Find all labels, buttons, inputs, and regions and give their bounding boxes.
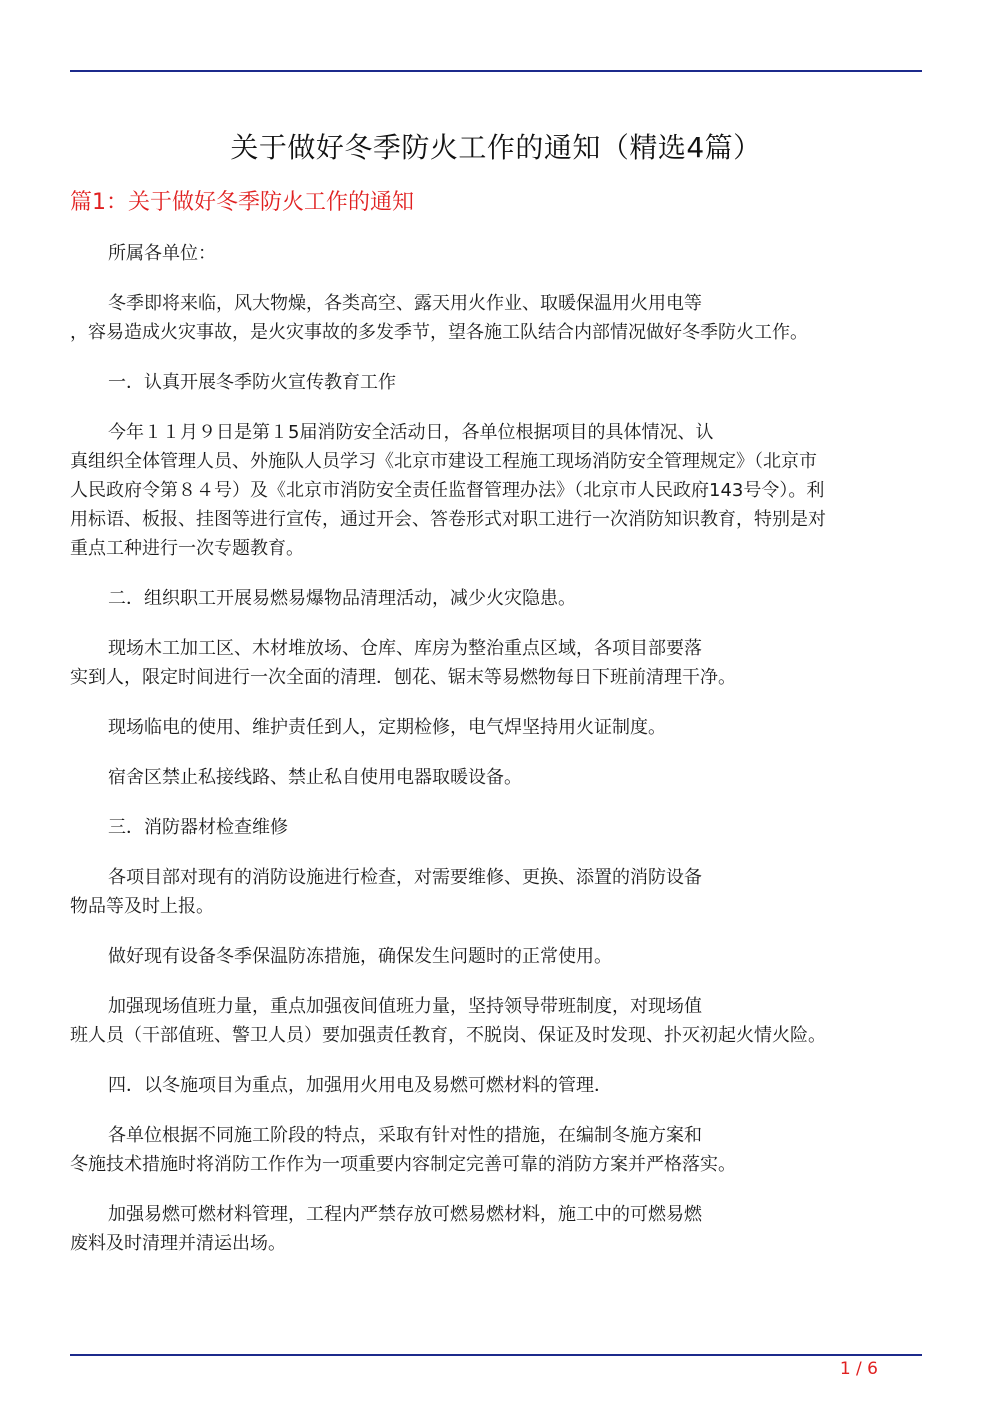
paragraph-salutation: 所属各单位： xyxy=(108,243,216,264)
paragraph-heading-2: 二．组织职工开展易燃易爆物品清理活动，减少火灾隐患。 xyxy=(108,588,576,609)
paragraph: 做好现有设备冬季保温防冻措施，确保发生问题时的正常使用。 xyxy=(108,946,612,967)
header-rule xyxy=(70,70,922,72)
paragraph: 现场临电的使用、维护责任到人，定期检修，电气焊坚持用火证制度。 xyxy=(108,717,666,738)
section-heading: 篇1：关于做好冬季防火工作的通知 xyxy=(70,190,414,215)
paragraph: 宿舍区禁止私接线路、禁止私自使用电器取暖设备。 xyxy=(108,767,522,788)
document-body xyxy=(70,239,922,1279)
paragraph-heading-4: 四．以冬施项目为重点，加强用火用电及易燃可燃材料的管理． xyxy=(108,1075,612,1096)
footer-rule xyxy=(70,1354,922,1356)
paragraph-heading-1: 一．认真开展冬季防火宣传教育工作 xyxy=(108,372,396,393)
paragraph: 各单位根据不同施工阶段的特点，采取有针对性的措施，在编制冬施方案和 冬施技术措施时将消防工作作为一项重要内容制定完善可靠的消防方案并严格落实。 xyxy=(70,1125,736,1175)
paragraph-intro: 冬季即将来临，风大物燥，各类高空、露天用火作业、取暖保温用火用电等 ，容易造成火灾事故，是火灾事故的多发季节，望各施工队结合内部情况做好冬季防火工作。 xyxy=(70,293,808,343)
page-indicator: 1 / 6 xyxy=(839,1359,878,1379)
paragraph: 加强现场值班力量，重点加强夜间值班力量，坚持领导带班制度，对现场值 班人员（干部值班、警卫人员）要加强责任教育，不脱岗、保证及时发现、扑灭初起火情火险。 xyxy=(70,996,826,1046)
document-title: 关于做好冬季防火工作的通知（精选4篇） xyxy=(230,131,762,164)
paragraph: 各项目部对现有的消防设施进行检查，对需要维修、更换、添置的消防设备 物品等及时上报。 xyxy=(70,867,702,917)
paragraph-heading-3: 三．消防器材检查维修 xyxy=(108,817,288,838)
paragraph: 加强易燃可燃材料管理，工程内严禁存放可燃易燃材料，施工中的可燃易燃 废料及时清理并清运出场。 xyxy=(70,1204,702,1254)
paragraph: 今年１１月９日是第１5届消防安全活动日，各单位根据项目的具体情况、认 真组织全体管理人员、外施队人员学习《北京市建设工程施工现场消防安全管理规定》（北京市 人民政府令第８４号）及《北京市消防安全责任监督管理办法》（北京市人民政府143号令）。利 用标语、板报、挂图等进行宣传，通过开会、答卷形式对职工进行一次消防知识教育，特别是对 重点工种进行一次专题教育。 xyxy=(70,422,826,559)
paragraph: 现场木工加工区、木材堆放场、仓库、库房为整治重点区域，各项目部要落 实到人，限定时间进行一次全面的清理．刨花、锯末等易燃物每日下班前清理干净。 xyxy=(70,638,736,688)
